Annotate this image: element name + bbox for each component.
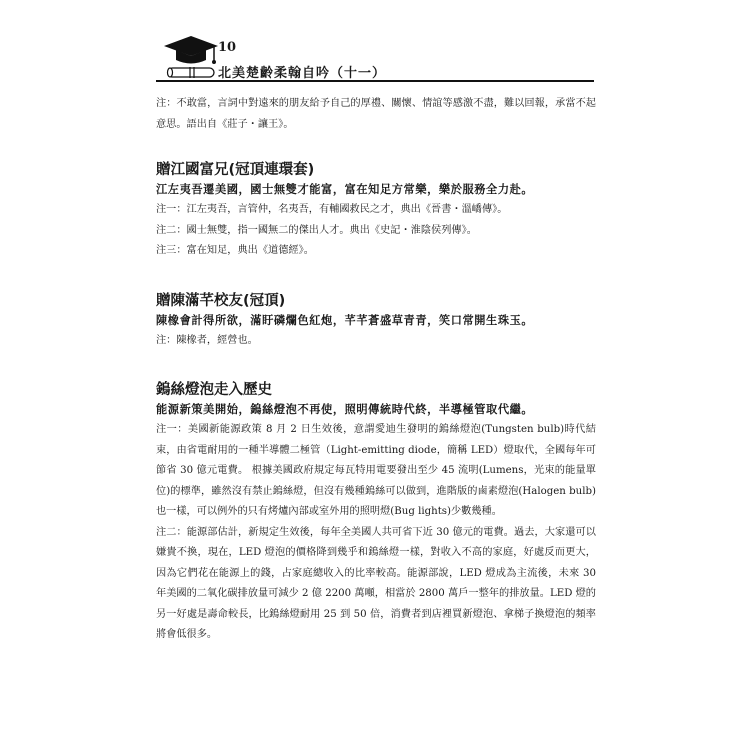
poem-note: 注二：國士無雙，指一國無二的傑出人才。典出《史記・淮陰侯列傳》。 [156,224,477,236]
page-header [156,18,596,88]
section-heading: 贈陳滿芊校友(冠頂) [156,292,286,309]
poem-verse: 陳橡會計得所欲，滿盱磷爛色紅炮，芊芊蒼盛草青青，笑口常開生珠玉。 [156,312,534,327]
poem-section-tungsten [156,378,596,646]
intro-note: 注：不敢當，言詞中對遠來的朋友給予自己的厚禮、關懷、情誼等感激不盡，難以回報，承當不起意思。語出自《莊子・讓王》。 [156,98,596,130]
poem-note: 注一：江左夷吾，言管仲，名夷吾，有輔國救民之才，典出《晉書・溫嶠傳》。 [156,204,508,215]
section-heading: 贈江國富兄(冠頂連環套) [156,162,315,178]
poem-note: 注：陳橡者，經營也。 [156,334,258,346]
header-divider [156,80,594,82]
running-title: 北美楚齡柔翰自吟（十一） [218,66,387,81]
poem-note: 注三：富在知足，典出《道德經》。 [156,245,314,256]
poem-note: 注二：能源部估計，新規定生效後，每年全美國人共可省下近 30 億元的電費。過去，大家還可以嫌貴不換，現在，LED 燈泡的價格降到幾乎和鎢絲燈一樣，對收入不高的家庭，好處反而更大，因為它們花在能源上的錢，占家庭總收入的比率較高。能源部說，LED 燈成為主流後，未來 30 年美國的二氧化碳排放量可減少 2 億 2200 萬噸，相當於 2800 萬戶一整年的排放量。LED 燈的另一好處是壽命較長，比鎢絲燈耐用 25 到 50 倍，消費者到店裡買新燈泡、拿梯子換燈泡的頻率將會低很多。 [156,526,596,640]
poem-section-chen [156,289,596,352]
page-number: 10 [218,40,237,55]
poem-verse: 江左夷吾遷美國，國士無雙才能富，富在知足方常樂，樂於服務全力赴。 [156,182,534,196]
graduation-cap-diploma-icon [162,34,220,82]
section-gap [156,135,596,158]
section-gap [156,351,596,378]
page-body [156,94,596,646]
poem-verse: 能源新策美開始，鎢絲燈泡不再使，照明傳統時代終，半導極管取代繼。 [156,402,534,416]
section-gap [156,262,596,289]
poem-section-jiang [156,158,596,262]
section-heading: 鎢絲燈泡走入歷史 [156,382,272,398]
poem-note: 注一：美國新能源政策 8 月 2 日生效後，意謂愛迪生發明的鎢絲燈泡(Tungsten bulb)時代結束，由省電耐用的一種半導體二極管（Light-emitting diode，簡稱 LED）燈取代，全國每年可節省 30 億元電費。 根據美國政府規定每瓦特用電要發出至少 45 流明(Lumens，光束的能量單位)的標準，雖然沒有禁止鎢絲燈，但沒有幾種鎢絲可以做到，進階版的鹵素燈泡(Halogen bulb)也一樣，可以例外的只有烤爐內部或室外用的照明燈(Bug lights)少數幾種。 [156,424,596,517]
